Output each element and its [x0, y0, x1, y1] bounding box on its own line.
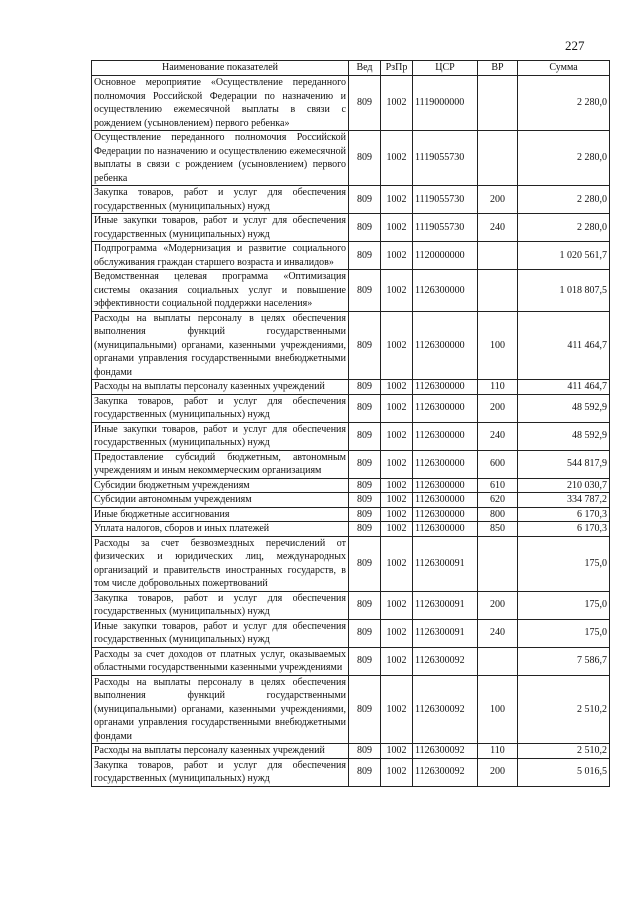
table-row [92, 591, 610, 619]
table-row [92, 493, 610, 508]
cell-ved: 809 [349, 450, 381, 478]
cell-rzpr: 1002 [381, 186, 413, 214]
cell-csr: 1126300091 [413, 536, 478, 591]
cell-rzpr: 1002 [381, 493, 413, 508]
cell-vr [478, 76, 518, 131]
cell-csr: 1126300000 [413, 311, 478, 380]
cell-csr: 1126300000 [413, 450, 478, 478]
cell-ved: 809 [349, 380, 381, 395]
header-csr: ЦСР [413, 61, 478, 76]
cell-csr: 1126300000 [413, 478, 478, 493]
header-vr: ВР [478, 61, 518, 76]
cell-vr: 620 [478, 493, 518, 508]
cell-ved: 809 [349, 242, 381, 270]
cell-name: Закупка товаров, работ и услуг для обеспечения государственных (муниципальных) нужд [92, 591, 349, 619]
cell-name: Субсидии автономным учреждениям [92, 493, 349, 508]
cell-ved: 809 [349, 186, 381, 214]
cell-sum: 334 787,2 [518, 493, 610, 508]
cell-ved: 809 [349, 647, 381, 675]
cell-vr: 200 [478, 758, 518, 786]
cell-sum: 2 280,0 [518, 131, 610, 186]
cell-ved: 809 [349, 744, 381, 759]
cell-rzpr: 1002 [381, 394, 413, 422]
table-row [92, 522, 610, 537]
cell-vr [478, 647, 518, 675]
header-ved: Вед [349, 61, 381, 76]
cell-vr: 850 [478, 522, 518, 537]
table-row [92, 242, 610, 270]
cell-name: Предоставление субсидий бюджетным, автономным учреждениям и иным некоммерческим организациям [92, 450, 349, 478]
cell-csr: 1126300092 [413, 647, 478, 675]
cell-name: Субсидии бюджетным учреждениям [92, 478, 349, 493]
cell-rzpr: 1002 [381, 591, 413, 619]
cell-ved: 809 [349, 493, 381, 508]
cell-sum: 48 592,9 [518, 394, 610, 422]
cell-rzpr: 1002 [381, 619, 413, 647]
table-row [92, 758, 610, 786]
table-row [92, 507, 610, 522]
cell-csr: 1126300091 [413, 591, 478, 619]
cell-sum: 411 464,7 [518, 380, 610, 395]
cell-rzpr: 1002 [381, 242, 413, 270]
cell-sum: 2 280,0 [518, 186, 610, 214]
header-name: Наименование показателей [92, 61, 349, 76]
cell-rzpr: 1002 [381, 380, 413, 395]
cell-name: Расходы на выплаты персоналу в целях обеспечения выполнения функций государственными (муниципальными) органами, казенными учреждениями, органами управления государственными внебюджетными фондами [92, 675, 349, 744]
cell-rzpr: 1002 [381, 744, 413, 759]
table-row [92, 394, 610, 422]
cell-vr: 600 [478, 450, 518, 478]
cell-ved: 809 [349, 76, 381, 131]
cell-rzpr: 1002 [381, 647, 413, 675]
cell-sum: 411 464,7 [518, 311, 610, 380]
cell-csr: 1126300000 [413, 522, 478, 537]
cell-name: Расходы за счет доходов от платных услуг, оказываемых областными государственными казенными учреждениями [92, 647, 349, 675]
cell-vr: 800 [478, 507, 518, 522]
table-row [92, 744, 610, 759]
cell-rzpr: 1002 [381, 311, 413, 380]
cell-csr: 1119055730 [413, 214, 478, 242]
cell-vr: 610 [478, 478, 518, 493]
table-row [92, 675, 610, 744]
cell-vr: 200 [478, 394, 518, 422]
cell-rzpr: 1002 [381, 675, 413, 744]
cell-rzpr: 1002 [381, 478, 413, 493]
table-row [92, 619, 610, 647]
cell-ved: 809 [349, 591, 381, 619]
cell-rzpr: 1002 [381, 758, 413, 786]
budget-table [91, 60, 610, 787]
cell-csr: 1126300000 [413, 270, 478, 312]
cell-sum: 6 170,3 [518, 507, 610, 522]
cell-vr [478, 270, 518, 312]
cell-rzpr: 1002 [381, 507, 413, 522]
cell-vr: 240 [478, 214, 518, 242]
cell-vr: 200 [478, 186, 518, 214]
cell-vr [478, 131, 518, 186]
cell-sum: 6 170,3 [518, 522, 610, 537]
cell-rzpr: 1002 [381, 522, 413, 537]
table-row [92, 186, 610, 214]
cell-rzpr: 1002 [381, 131, 413, 186]
cell-vr [478, 536, 518, 591]
cell-name: Расходы на выплаты персоналу казенных учреждений [92, 744, 349, 759]
cell-name: Иные закупки товаров, работ и услуг для обеспечения государственных (муниципальных) нужд [92, 422, 349, 450]
table-row [92, 76, 610, 131]
cell-csr: 1126300000 [413, 507, 478, 522]
cell-rzpr: 1002 [381, 422, 413, 450]
cell-name: Иные бюджетные ассигнования [92, 507, 349, 522]
cell-csr: 1119055730 [413, 131, 478, 186]
cell-ved: 809 [349, 536, 381, 591]
cell-sum: 2 510,2 [518, 675, 610, 744]
cell-csr: 1119055730 [413, 186, 478, 214]
cell-ved: 809 [349, 131, 381, 186]
cell-sum: 2 510,2 [518, 744, 610, 759]
cell-ved: 809 [349, 422, 381, 450]
table-row [92, 478, 610, 493]
cell-sum: 5 016,5 [518, 758, 610, 786]
cell-sum: 210 030,7 [518, 478, 610, 493]
cell-csr: 1126300000 [413, 422, 478, 450]
table-body [92, 76, 610, 787]
cell-vr: 110 [478, 380, 518, 395]
cell-vr: 240 [478, 619, 518, 647]
cell-sum: 7 586,7 [518, 647, 610, 675]
cell-ved: 809 [349, 522, 381, 537]
header-sum: Сумма [518, 61, 610, 76]
cell-csr: 1120000000 [413, 242, 478, 270]
cell-rzpr: 1002 [381, 270, 413, 312]
cell-csr: 1126300000 [413, 380, 478, 395]
cell-sum: 1 020 561,7 [518, 242, 610, 270]
cell-name: Закупка товаров, работ и услуг для обеспечения государственных (муниципальных) нужд [92, 758, 349, 786]
table-header [92, 61, 610, 76]
cell-vr: 110 [478, 744, 518, 759]
cell-csr: 1119000000 [413, 76, 478, 131]
cell-sum: 544 817,9 [518, 450, 610, 478]
table-row [92, 311, 610, 380]
cell-csr: 1126300092 [413, 758, 478, 786]
cell-name: Иные закупки товаров, работ и услуг для обеспечения государственных (муниципальных) нужд [92, 619, 349, 647]
cell-name: Основное мероприятие «Осуществление переданного полномочия Российской Федерации по назначению и осуществлению ежемесячной выплаты в связи с рождением (усыновлением) первого ребенка» [92, 76, 349, 131]
cell-rzpr: 1002 [381, 214, 413, 242]
cell-name: Осуществление переданного полномочия Российской Федерации по назначению и осуществлению ежемесячной выплаты в связи с рождением (усыновлением) первого ребенка [92, 131, 349, 186]
cell-vr: 100 [478, 675, 518, 744]
cell-name: Расходы на выплаты персоналу в целях обеспечения выполнения функций государственными (муниципальными) органами, казенными учреждениями, органами управления государственными внебюджетными фондами [92, 311, 349, 380]
cell-name: Иные закупки товаров, работ и услуг для обеспечения государственных (муниципальных) нужд [92, 214, 349, 242]
cell-name: Расходы за счет безвозмездных перечислений от физических и юридических лиц, международных организаций и правительств иностранных государств, в том числе добровольных пожертвований [92, 536, 349, 591]
table-row [92, 131, 610, 186]
cell-ved: 809 [349, 270, 381, 312]
cell-ved: 809 [349, 311, 381, 380]
table-row [92, 536, 610, 591]
cell-csr: 1126300091 [413, 619, 478, 647]
cell-ved: 809 [349, 507, 381, 522]
cell-ved: 809 [349, 675, 381, 744]
cell-ved: 809 [349, 478, 381, 493]
cell-ved: 809 [349, 214, 381, 242]
cell-vr: 100 [478, 311, 518, 380]
cell-name: Уплата налогов, сборов и иных платежей [92, 522, 349, 537]
cell-sum: 175,0 [518, 536, 610, 591]
cell-rzpr: 1002 [381, 536, 413, 591]
cell-rzpr: 1002 [381, 76, 413, 131]
cell-sum: 2 280,0 [518, 214, 610, 242]
cell-csr: 1126300092 [413, 744, 478, 759]
cell-ved: 809 [349, 394, 381, 422]
cell-name: Закупка товаров, работ и услуг для обеспечения государственных (муниципальных) нужд [92, 186, 349, 214]
table-row [92, 270, 610, 312]
cell-ved: 809 [349, 758, 381, 786]
cell-csr: 1126300092 [413, 675, 478, 744]
cell-sum: 2 280,0 [518, 76, 610, 131]
cell-csr: 1126300000 [413, 394, 478, 422]
cell-name: Закупка товаров, работ и услуг для обеспечения государственных (муниципальных) нужд [92, 394, 349, 422]
cell-sum: 175,0 [518, 619, 610, 647]
cell-vr: 240 [478, 422, 518, 450]
header-rzpr: РзПр [381, 61, 413, 76]
table-row [92, 214, 610, 242]
cell-sum: 48 592,9 [518, 422, 610, 450]
cell-vr [478, 242, 518, 270]
cell-ved: 809 [349, 619, 381, 647]
cell-sum: 175,0 [518, 591, 610, 619]
cell-name: Расходы на выплаты персоналу казенных учреждений [92, 380, 349, 395]
cell-sum: 1 018 807,5 [518, 270, 610, 312]
table-row [92, 647, 610, 675]
cell-name: Подпрограмма «Модернизация и развитие социального обслуживания граждан старшего возраста и инвалидов» [92, 242, 349, 270]
cell-rzpr: 1002 [381, 450, 413, 478]
table-row [92, 450, 610, 478]
table-row [92, 422, 610, 450]
cell-csr: 1126300000 [413, 493, 478, 508]
table-row [92, 380, 610, 395]
cell-vr: 200 [478, 591, 518, 619]
page-number: 227 [565, 38, 585, 53]
cell-name: Ведомственная целевая программа «Оптимизация системы оказания социальных услуг и повышение эффективности социальной поддержки населения» [92, 270, 349, 312]
